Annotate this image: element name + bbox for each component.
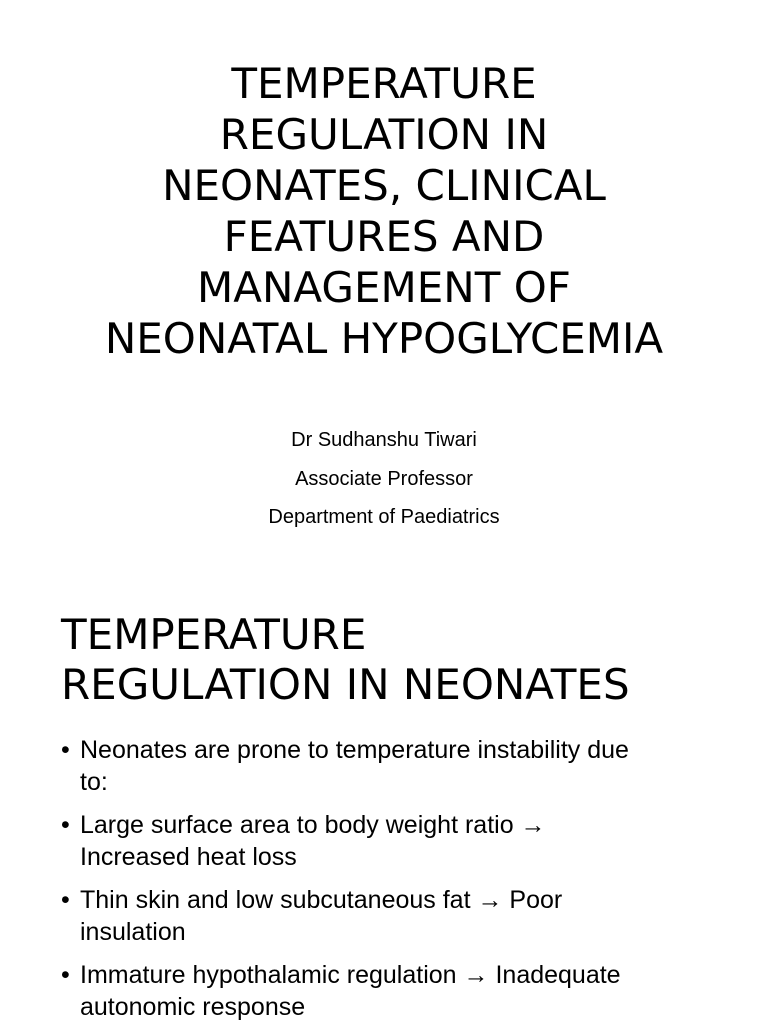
bullet-text-line: Increased heat loss xyxy=(80,843,297,871)
presentation-title xyxy=(40,58,728,364)
bullet-text-line: Immature hypothalamic regulation → Inadequate xyxy=(80,961,621,989)
author-designation: Associate Professor xyxy=(295,467,473,490)
author-info xyxy=(40,421,728,537)
title-line: NEONATAL HYPOGLYCEMIA xyxy=(104,314,664,363)
author-name: Dr Sudhanshu Tiwari xyxy=(291,429,477,451)
list-item xyxy=(61,884,721,948)
title-line: TEMPERATURE xyxy=(61,610,367,659)
author-department: Department of Paediatrics xyxy=(268,506,500,528)
bullet-text-line: autonomic response xyxy=(80,993,306,1021)
title-line: FEATURES AND xyxy=(223,212,545,261)
title-line: MANAGEMENT OF xyxy=(197,263,571,312)
bullet-icon: • xyxy=(61,736,70,764)
bullet-text-line: Neonates are prone to temperature instability due xyxy=(80,736,629,764)
title-line: REGULATION IN NEONATES xyxy=(61,660,630,709)
bullet-text-line: to: xyxy=(80,768,108,796)
list-item xyxy=(61,734,721,798)
slide-title xyxy=(61,610,741,710)
bullet-list xyxy=(61,734,721,1024)
bullet-icon: • xyxy=(61,961,70,989)
list-item xyxy=(61,809,721,873)
title-line: REGULATION IN xyxy=(219,110,549,159)
bullet-text-line: Large surface area to body weight ratio → xyxy=(80,811,546,839)
bullet-icon: • xyxy=(61,811,70,839)
title-line: NEONATES, CLINICAL xyxy=(162,161,606,210)
list-item xyxy=(61,959,721,1023)
bullet-text-line: insulation xyxy=(80,918,186,946)
content-slide xyxy=(0,576,768,1024)
title-line: TEMPERATURE xyxy=(231,59,537,108)
bullet-text-line: Thin skin and low subcutaneous fat → Poor xyxy=(80,886,563,914)
bullet-icon: • xyxy=(61,886,70,914)
